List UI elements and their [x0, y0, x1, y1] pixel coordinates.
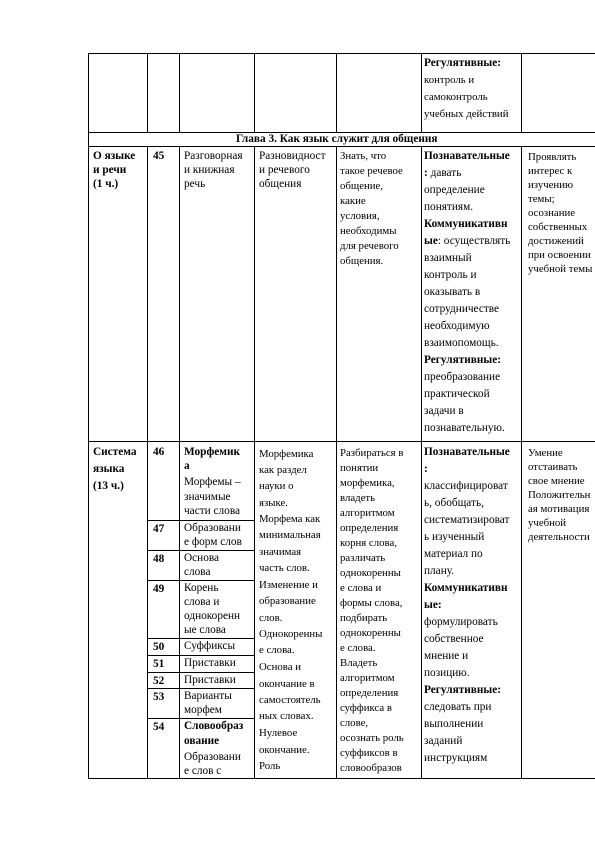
uud-text — [424, 167, 461, 180]
section-divider — [88, 441, 595, 442]
uud-text: собственное — [424, 633, 484, 645]
goal-text: Разбираться в — [340, 447, 404, 459]
uud-text: инструкциям — [424, 752, 488, 764]
goal-text: алгоритмом — [340, 672, 395, 684]
uud-text: познавательную. — [424, 422, 505, 434]
personal-text: изучению — [528, 179, 574, 191]
lesson-title: Корень — [184, 582, 219, 594]
goal-text: определения — [340, 687, 399, 699]
uud-label: Познавательные — [424, 150, 510, 162]
lesson-number: 54 — [153, 721, 165, 733]
goal-text: суффиксов в — [340, 747, 398, 759]
lesson-title: Морфемы – — [184, 476, 241, 488]
uud-label: Коммуникативн — [424, 218, 508, 230]
personal-text: деятельности — [528, 531, 590, 543]
personal-text: Положительн — [528, 489, 591, 501]
col-line — [147, 146, 148, 778]
lesson-number: 53 — [153, 691, 165, 703]
uud-text: мнение и — [424, 650, 469, 662]
content-text: Морфема как — [259, 513, 321, 525]
uud-text: практической — [424, 388, 490, 400]
lesson-number: 52 — [153, 675, 165, 687]
content-text: языке. — [259, 497, 288, 509]
lesson-title: речь — [184, 178, 206, 190]
personal-text: интерес к — [528, 165, 573, 177]
uud-text: контроль и — [424, 269, 477, 281]
top-reg-line: учебных действий — [424, 108, 509, 120]
section-topic: (13 ч.) — [93, 480, 124, 492]
goal-text: суффикса в — [340, 702, 392, 714]
goal-text: осознать роль — [340, 732, 404, 744]
content-text: самостоятель — [259, 694, 321, 706]
content-text: Разновидност — [259, 150, 326, 162]
uud-text: материал по — [424, 548, 483, 560]
goal-text: е слова. — [340, 642, 376, 654]
uud-text: ь, обобщать, — [424, 497, 484, 509]
uud-text: выполнении — [424, 718, 484, 730]
content-text: значимая — [259, 546, 302, 558]
goal-text: Владеть — [340, 657, 378, 669]
uud-text: задачи в — [424, 405, 464, 417]
lesson-title: слова и — [184, 596, 220, 608]
goal-text: подбирать — [340, 612, 388, 624]
personal-text: ая мотивация — [528, 503, 590, 515]
goal-text: словообразов — [340, 762, 402, 774]
col-line — [421, 146, 422, 778]
table-border-bottom — [88, 778, 595, 779]
uud-suffix: ые — [424, 235, 438, 247]
lesson-title: Приставки — [184, 657, 236, 669]
uud-text: ь изученный — [424, 531, 485, 543]
personal-text: собственных — [528, 221, 588, 233]
row-sep — [147, 580, 254, 581]
lesson-title: Морфемик — [184, 446, 240, 458]
content-text: Основа и — [259, 661, 301, 673]
goal-text: различать — [340, 552, 386, 564]
content-text: образование — [259, 595, 316, 607]
personal-text: осознание — [528, 207, 576, 219]
content-text: и речевого — [259, 164, 310, 176]
col-line — [421, 53, 422, 133]
goal-text: определения — [340, 522, 399, 534]
content-text: Изменение и — [259, 579, 318, 591]
uud-text: определение — [424, 184, 485, 196]
lesson-title: е форм слов — [184, 536, 242, 548]
uud-text: систематизироват — [424, 514, 510, 526]
personal-text: свое мнение — [528, 475, 585, 487]
lesson-title: Образовани — [184, 522, 241, 534]
lesson-title: Образовани — [184, 751, 241, 763]
uud-label: ые: — [424, 599, 442, 611]
personal-text: при освоении — [528, 249, 591, 261]
row-sep — [147, 638, 254, 639]
content-text: науки о — [259, 480, 294, 492]
goal-text: такое речевое — [340, 165, 403, 177]
uud-label: : — [424, 463, 428, 475]
goal-text: морфемика, — [340, 477, 395, 489]
content-text: Роль — [259, 760, 281, 772]
section-topic: Система — [93, 446, 137, 458]
row-sep — [147, 672, 254, 673]
lesson-number: 51 — [153, 658, 165, 670]
lesson-title: е слов с — [184, 765, 222, 777]
content-text: окончание. — [259, 744, 310, 756]
personal-text: Умение — [528, 447, 563, 459]
content-text: слов. — [259, 612, 283, 624]
uud-text — [424, 235, 510, 248]
col-line — [521, 53, 522, 133]
uud-text: сотрудничестве — [424, 303, 500, 315]
goal-text: однокоренны — [340, 627, 401, 639]
row-sep — [147, 655, 254, 656]
uud-text: следовать при — [424, 701, 492, 713]
goal-text: понятии — [340, 462, 379, 474]
lesson-title: Приставки — [184, 674, 236, 686]
content-text: Однокоренны — [259, 628, 323, 640]
goal-text: однокоренны — [340, 567, 401, 579]
uud-text: позицию. — [424, 667, 470, 679]
personal-text: отстаивать — [528, 461, 578, 473]
uud-label: Коммуникативн — [424, 582, 508, 594]
personal-text: Проявлять — [528, 151, 577, 163]
uud-text: оказывать в — [424, 286, 481, 298]
top-reg-line: самоконтроль — [424, 91, 488, 103]
top-reg-label: Регулятивные: — [424, 57, 501, 69]
section-topic: языка — [93, 463, 125, 475]
lesson-title: слова — [184, 566, 211, 578]
uud-text: классифицироват — [424, 480, 508, 492]
lesson-title: а — [184, 460, 190, 472]
content-text: е слова. — [259, 644, 295, 656]
goal-text: условия, — [340, 210, 380, 222]
lesson-number: 47 — [153, 523, 165, 535]
lesson-title: ые слова — [184, 624, 226, 636]
col-line — [521, 146, 522, 778]
personal-text: учебной — [528, 517, 567, 529]
personal-text: учебной темы — [528, 263, 593, 275]
lesson-title: однокоренн — [184, 610, 241, 622]
goal-text: какие — [340, 195, 366, 207]
goal-text: Знать, что — [340, 150, 387, 162]
lesson-title: Суффиксы — [184, 640, 236, 652]
goal-text: владеть — [340, 492, 376, 504]
lesson-number: 50 — [153, 641, 165, 653]
uud-text: взаимопомощь. — [424, 337, 499, 349]
top-reg-line: контроль и — [424, 74, 475, 86]
row-sep — [147, 718, 254, 719]
col-line — [336, 146, 337, 778]
row-sep — [147, 550, 254, 551]
section-topic: О языке — [93, 150, 136, 162]
lesson-title: Варианты — [184, 690, 232, 702]
goal-text: для речевого — [340, 240, 399, 252]
uud-text: плану. — [424, 565, 455, 577]
goal-text: общение, — [340, 180, 384, 192]
uud-label: Познавательные — [424, 446, 510, 458]
uud-text: необходимую — [424, 320, 490, 332]
col-line — [179, 146, 180, 778]
content-text: как раздел — [259, 464, 307, 476]
section-topic: и речи — [93, 164, 127, 176]
content-text: общения — [259, 178, 302, 190]
lesson-number: 48 — [153, 553, 165, 565]
content-text: Морфемика — [259, 448, 314, 460]
lesson-title: части слова — [184, 505, 241, 517]
lesson-title: и книжная — [184, 164, 235, 176]
content-text: минимальная — [259, 529, 321, 541]
uud-rest: : осуществлять — [437, 235, 511, 247]
goal-text: слове, — [340, 717, 369, 729]
section-topic: (1 ч.) — [93, 178, 119, 190]
lesson-title: Словообраз — [184, 720, 244, 732]
content-text: окончание в — [259, 678, 315, 690]
col-line — [147, 53, 148, 133]
lesson-number: 46 — [153, 446, 165, 458]
uud-label: Регулятивные: — [424, 354, 501, 366]
personal-text: темы; — [528, 193, 555, 205]
uud-text: формулировать — [424, 616, 498, 628]
table-border-top — [88, 53, 595, 54]
uud-rest: давать — [427, 167, 462, 179]
col-line — [254, 146, 255, 778]
uud-colon: : — [424, 167, 428, 179]
content-text: Нулевое — [259, 727, 298, 739]
goal-text: общения. — [340, 255, 384, 267]
goal-text: алгоритмом — [340, 507, 395, 519]
uud-text: преобразование — [424, 371, 501, 383]
content-text: ных словах. — [259, 710, 314, 722]
col-line — [179, 53, 180, 133]
lesson-title: Разговорная — [184, 150, 243, 162]
col-line — [88, 53, 89, 778]
content-text: часть слов. — [259, 562, 310, 574]
lesson-title: Основа — [184, 552, 220, 564]
uud-label: Регулятивные: — [424, 684, 501, 696]
uud-text: взаимный — [424, 252, 472, 264]
lesson-title: значимые — [184, 491, 231, 503]
lesson-title: ование — [184, 735, 220, 747]
personal-text: достижений — [528, 235, 584, 247]
chapter-title: Глава 3. Как язык служит для общения — [236, 133, 438, 145]
uud-text: заданий — [424, 735, 463, 747]
lesson-number: 49 — [153, 583, 165, 595]
lesson-number: 45 — [153, 150, 165, 162]
goal-text: формы слова, — [340, 597, 403, 609]
goal-text: необходимы — [340, 225, 397, 237]
goal-text: корня слова, — [340, 537, 397, 549]
uud-text: понятиям. — [424, 201, 474, 213]
row-sep — [147, 520, 254, 521]
lesson-title: морфем — [184, 704, 222, 716]
goal-text: е слова и — [340, 582, 382, 594]
col-line — [336, 53, 337, 133]
col-line — [254, 53, 255, 133]
